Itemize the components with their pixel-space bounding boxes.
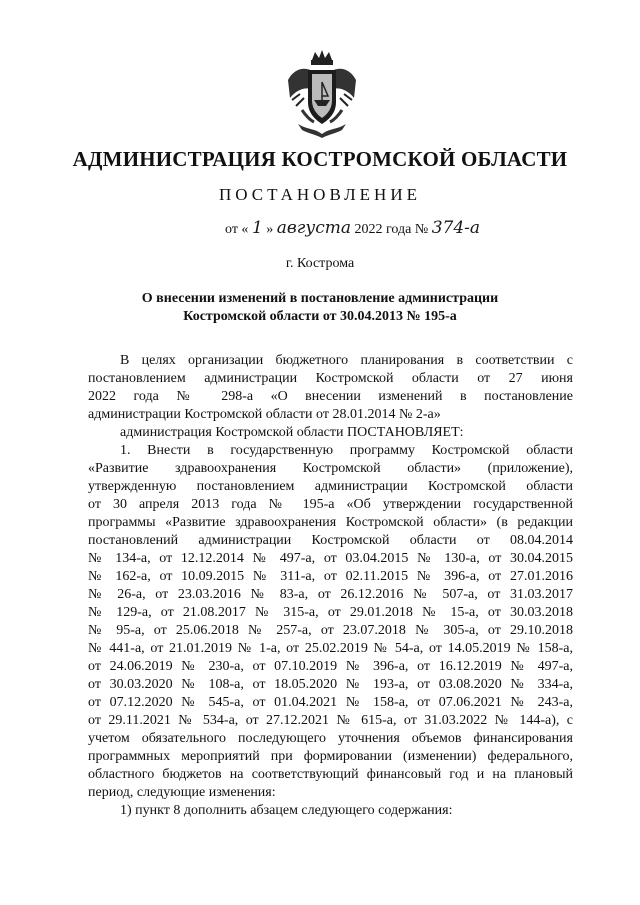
body-line: утвержденную постановлением администрации Костромской области bbox=[88, 479, 573, 494]
body-line: постановлением администрации Костромской области от 27 июня bbox=[88, 371, 573, 386]
body-line: № 95-а, от 25.06.2018 № 257-а, от 23.07.2018 № 305-а, от 29.10.2018 bbox=[88, 623, 573, 638]
body-line: от 24.06.2019 № 230-а, от 07.10.2019 № 396-а, от 16.12.2019 № 497-а, bbox=[88, 659, 573, 674]
body-line: администрация Костромской области ПОСТАНОВЛЯЕТ: bbox=[120, 425, 464, 440]
body-line: от 30 апреля 2013 года № 195-а «Об утверждении государственной bbox=[88, 497, 573, 512]
body-line: областного бюджетов на соответствующий финансовый год и на плановый bbox=[88, 767, 573, 782]
document-type: ПОСТАНОВЛЕНИЕ bbox=[218, 185, 421, 204]
body-line: программных мероприятий при формировании (изменении) федерального, bbox=[88, 749, 573, 764]
body-line: № 26-а, от 23.03.2016 № 83-а, от 26.12.2016 № 507-а, от 31.03.2017 bbox=[88, 587, 573, 602]
body-line: от 29.11.2021 № 534-а, от 27.12.2021 № 615-а, от 31.03.2022 № 144-а), с bbox=[88, 713, 573, 728]
body-line: администрации Костромской области от 28.01.2014 № 2-а» bbox=[88, 407, 441, 422]
body-line: постановлений администрации Костромской области от 08.04.2014 bbox=[88, 533, 573, 548]
body-line: № 441-а, от 21.01.2019 № 1-а, от 25.02.2019 № 54-а, от 14.05.2019 № 158-а, bbox=[88, 641, 573, 656]
body-line: 2022 года № 298-а «О внесении изменений в постановление bbox=[88, 389, 573, 404]
body-line: В целях организации бюджетного планирования в соответствии с bbox=[120, 353, 573, 368]
body-line: программы «Развитие здравоохранения Костромской области» (в редакции bbox=[88, 515, 573, 530]
body-line: от 07.12.2020 № 545-а, от 01.04.2021 № 158-а, от 07.06.2021 № 243-а, bbox=[88, 695, 573, 710]
subject-line: О внесении изменений в постановление администрации bbox=[141, 291, 499, 306]
date-mid: » bbox=[266, 222, 274, 237]
body-line: № 162-а, от 10.09.2015 № 311-а, от 02.11.2015 № 396-а, от 27.01.2016 bbox=[88, 569, 573, 584]
body-line: «Развитие здравоохранения Костромской области» (приложение), bbox=[88, 461, 573, 476]
body-line: учетом обязательного последующего уточнения объемов финансирования bbox=[88, 731, 573, 746]
document-body bbox=[88, 352, 573, 820]
body-line: 1. Внести в государственную программу Костромской области bbox=[120, 443, 573, 458]
body-line: от 30.03.2020 № 108-а, от 18.05.2020 № 193-а, от 03.08.2020 № 334-а, bbox=[88, 677, 573, 692]
subject-line: Костромской области от 30.04.2013 № 195-а bbox=[183, 309, 457, 324]
date-month-handwritten: августа bbox=[276, 218, 352, 238]
document-subject bbox=[0, 290, 640, 326]
body-line: № 129-а, от 21.08.2017 № 315-а, от 29.01.2018 № 15-а, от 30.03.2018 bbox=[88, 605, 573, 620]
body-line: 1) пункт 8 дополнить абзацем следующего содержания: bbox=[120, 803, 453, 818]
document-number-handwritten: 374-а bbox=[431, 218, 481, 238]
organization-title: АДМИНИСТРАЦИЯ КОСТРОМСКОЙ ОБЛАСТИ bbox=[72, 147, 568, 171]
date-line bbox=[225, 218, 480, 238]
city: г. Кострома bbox=[285, 256, 355, 271]
coat-of-arms-icon bbox=[284, 50, 360, 140]
body-line: период, следующие изменения: bbox=[88, 785, 276, 800]
date-year: 2022 года № bbox=[354, 222, 429, 237]
date-day-handwritten: 1 bbox=[251, 218, 263, 238]
body-line: № 134-а, от 12.12.2014 № 497-а, от 03.04.2015 № 130-а, от 30.04.2015 bbox=[88, 551, 573, 566]
date-prefix: от « bbox=[225, 222, 249, 237]
